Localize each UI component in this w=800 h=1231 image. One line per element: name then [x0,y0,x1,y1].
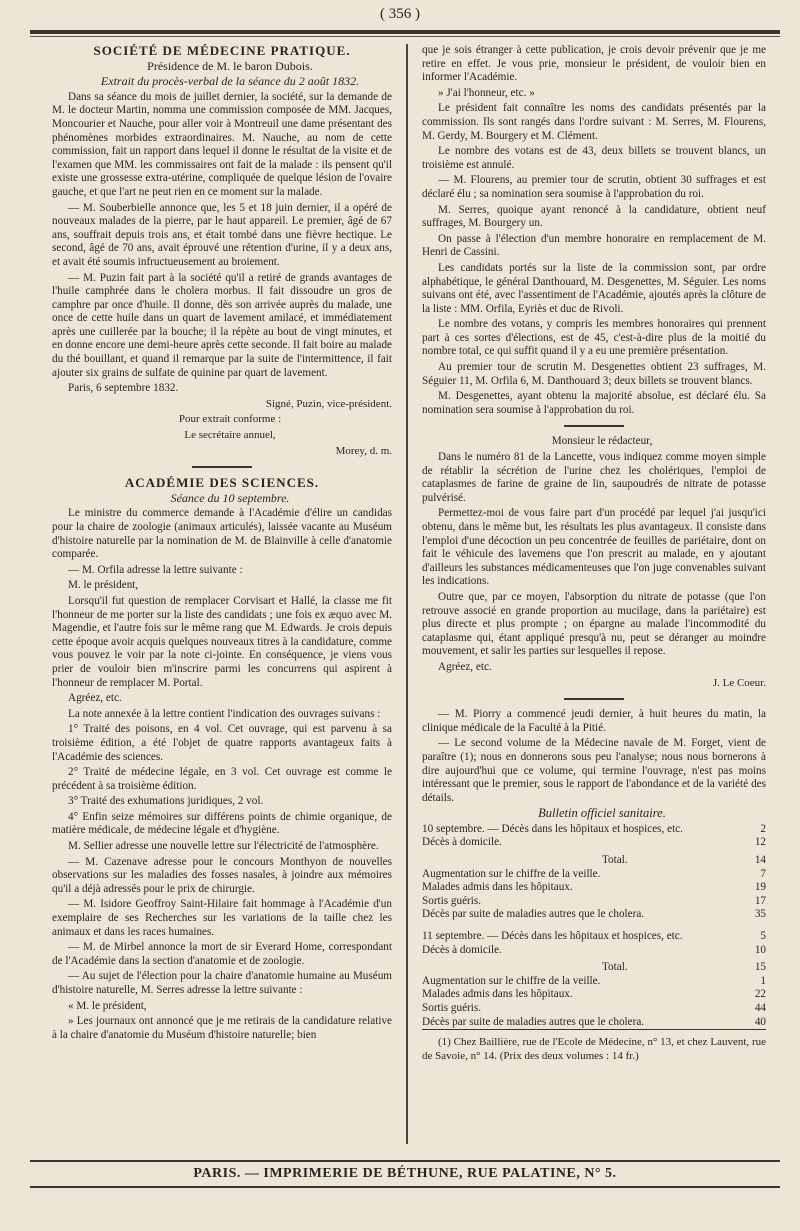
paragraph: — M. Orfila adresse la lettre suivante : [68,563,243,576]
row-value: 1 [760,974,766,987]
paragraph: Lorsqu'il fut question de remplacer Corvisart et Hallé, la classe me fit l'honneur de me porter sur la liste des candidats ; une fois ex æquo avec M. Magendie, et l'autre fois sur le même rang que M. Edwards. Je crois depuis cette époque avoir acquis quelques nouveaux titres à la candidature, comme vous pouvez le voir par la note ci-jointe. En conséquence, je viens vous prier de vouloir bien m'inscrire parmi les concurrens qui aspirent à l'honneur de remplacer M. Portal. [52,594,392,689]
seance-line: Séance du 10 septembre. [170,490,290,505]
bulletin-table-1 [422,823,766,922]
row-label: Malades admis dans les hôpitaux. [422,881,573,894]
paragraph: Agréez, etc. [438,660,492,673]
row-label: 10 septembre. — Décès dans les hôpitaux et hospices, etc. [422,822,683,835]
letter-signature: J. Le Coeur. [712,676,766,689]
table-row [422,975,766,989]
paragraph: 1° Traité des poisons, en 4 vol. Cet ouvrage, qui est parvenu à sa troisième édition, a été l'objet de quatre rapports avantageux faits à l'Académie des sciences. [52,723,392,763]
paragraph: M. le président, [68,579,139,592]
paragraph: Les candidats portés sur la liste de la commission sont, par ordre alphabétique, le général Danthouard, M. Desgenettes, M. Séguier. Les noms suivans ont été, avec l'assentiment de l'Académie, ajoutés après la clôture de la liste : MM. Orfila, Eyriès et duc de Rivoli. [422,261,766,315]
table-row [422,895,766,909]
table-row [422,850,766,868]
paragraph: — M. Cazenave adresse pour le concours Monthyon de nouvelles observations sur les maladies des fosses nasales, à joindre aux mémoires qu'il a déjà adressés pour le prix de chirurgie. [52,855,392,895]
paragraph: Dans le numéro 81 de la Lancette, vous indiquez comme moyen simple de rétablir la sécrétion de l'urine chez les cholériques, l'emploi de cataplasmes de farine de graine de lin, saupoudrés de nitrate de potasse pulvérisé. [422,451,766,504]
paragraph: Outre que, par ce moyen, l'absorption du nitrate de potasse (que l'on retrouve associé en grande proportion au mucilage, dans la pariétaire) est plus directe et plus prompte ; on épargne au malade l'incommodité du cataplasme qui, étant appliqué presqu'à nu, peut se déranger au moindre mouvement, et salir les parties sur lesquelles il repose. [422,590,766,658]
table-row [422,823,766,837]
row-value: 19 [754,881,766,894]
signed-line: Signé, Puzin, vice-président. [265,397,392,410]
paragraph: 2° Traité de médecine légale, en 3 vol. Cet ouvrage est comme le précédent à sa troisième édition. [52,766,392,792]
bulletin-title: Bulletin officiel sanitaire. [538,806,666,821]
paragraph: » J'ai l'honneur, etc. » [438,86,535,99]
row-label: Total. [602,961,628,974]
paragraph: — M. Puzin fait part à la société qu'il a retiré de grands avantages de l'huile camphrée dans le cholera morbus. Il fait dissoudre un gros de camphre par once d'huile. Il donne, dès son arrivée auprès du malade, une once de cette huile dans un quart de lavement amilacé, et immédiatement après une cuillerée par la bouche; il la répète au bout de vingt minutes, et en donne encore une demi-heure après cette seconde. Il fait boire au malade du thé bouillant, et quand il remarque par la suite de l'intermittence, il fait ajouter six grains de sulfate de quinine par quart de lavement. [52,271,392,379]
section-separator [564,698,624,700]
letter-salutation: Monsieur le rédacteur, [551,435,653,448]
paragraph: « M. le président, [68,999,147,1012]
paragraph: — M. Isidore Geoffroy Saint-Hilaire fait hommage à l'Académie d'un exemplaire de ses Recherches sur les variations de la taille chez les animaux et dans les races humaines. [52,898,392,938]
row-label: Décès par suite de maladies autres que le cholera. [422,908,645,921]
bulletin-table-2 [422,930,766,1029]
paragraph: 3° Traité des exhumations juridiques, 2 vol. [68,795,264,808]
footer-rule-top [30,1160,780,1162]
paragraph: Permettez-moi de vous faire part d'un procédé par lequel j'ai jusqu'ici obtenu, dans le même but, les résultats les plus avantageux. Il consiste dans l'emploi d'une décoction un peu concentrée de feuilles de pariétaire, dont on fait le véhicule des lavemens que l'on prescrit au malade, en y ajoutant d'ailleurs les substances médicamenteuses que l'on juge convenables suivant les indications. [422,507,766,588]
row-label: Décès par suite de maladies autres que le cholera. [422,1015,645,1028]
row-label: Total. [602,854,628,867]
extrait-line: Extrait du procès-verbal de la séance du 2 août 1832. [100,74,360,89]
paragraph: 4° Enfin seize mémoires sur différens points de chimie organique, de matière médicale, de médecine légale et d'hygiène. [52,810,392,837]
row-value: 22 [754,988,766,1001]
paragraph: que je sois étranger à cette publication, je crois devoir prévenir que je me retire en effet. Je vous prie, monsieur le président, de vouloir bien en informer l'Académie. [422,44,766,84]
row-value: 10 [754,943,766,956]
table-row [422,930,766,944]
table-row [422,868,766,882]
top-rule-thin [30,36,780,37]
row-label: 11 septembre. — Décès dans les hôpitaux et hospices, etc. [422,930,683,943]
paragraph: — M. de Mirbel annonce la mort de sir Everard Home, correspondant de l'Académie dans la section d'anatomie et de zoologie. [52,941,392,967]
paragraph: — M. Flourens, au premier tour de scrutin, obtient 30 suffrages et est déclaré élu ; sa nomination sera soumise à l'approbation du roi. [422,174,766,200]
column-divider [406,44,408,1144]
row-value: 44 [754,1002,766,1014]
row-label: Décès à domicile. [422,836,502,849]
date-line: Paris, 6 septembre 1832. [68,382,179,395]
paragraph: Au premier tour de scrutin M. Desgenettes obtient 23 suffrages, M. Séguier 11, M. Orfila 6, M. Danthouard 3; deux billets se trouvent blancs. [422,361,766,387]
secretaire-line: Le secrétaire annuel, [184,429,276,442]
presidence-line: Présidence de M. le baron Dubois. [147,58,313,73]
pour-extrait-line: Pour extrait conforme : [178,413,282,426]
table-row [422,944,766,958]
paragraph: » Les journaux ont annoncé que je me retirais de la candidature relative à la chaire d'anatomie du Muséum d'histoire naturelle; bien [52,1015,392,1041]
paragraph: Agréez, etc. [68,692,122,705]
paragraph: Dans sa séance du mois de juillet dernier, la société, sur la demande de M. le docteur Martin, nomma une commission composée de MM. Jacques, Moncourier et Nauche, pour aller voir à Montreuil une dame présentant des phénomènes morbides extraordinaires. M. Nauche, au nom de cette commission, fait un rapport dans lequel il donne le résultat de la visite et de l'examen que MM. les commissaires ont fait de la malade : ils pensent qu'il existe une grossesse extra-utérine, compliquée de quelque lésion de l'ovaire gauche, et que l'art ne peut rien en ce moment sur la malade. [52,90,392,198]
row-label: Augmentation sur le chiffre de la veille. [422,867,601,880]
row-label: Sortis guéris. [422,1002,482,1014]
table-row [422,881,766,895]
row-value: 2 [760,822,766,835]
page-number: ( 356 ) [380,6,420,22]
paragraph: Le nombre des votans, y compris les membres honoraires qui prennent part à ces sortes d'élections, est de 45, c'est-à-dire plus de la moitié du nombre total, ce qui suffit quand il y a eu une première présentation. [422,318,766,358]
row-value: 40 [754,1015,766,1028]
table-row [422,957,766,975]
top-rule [30,30,780,34]
row-value: 14 [754,854,766,867]
table-row [422,836,766,850]
paragraph: Le ministre du commerce demande à l'Académie d'élire un candidas pour la chaire de zoologie (animaux articulés), laissée vacante au Muséum d'histoire naturelle par la nomination de M. de Blainville à celle d'anatomie comparée. [52,507,392,561]
row-label: Décès à domicile. [422,943,502,956]
section-title-societe: SOCIÉTÉ DE MÉDECINE PRATIQUE. [93,43,351,58]
paragraph: M. Sellier adresse une nouvelle lettre sur l'électricité de l'atmosphère. [68,840,379,853]
row-value: 35 [754,908,766,921]
footer-rule-bottom [30,1186,780,1188]
row-value: 7 [760,867,766,880]
row-value: 5 [760,930,766,943]
paragraph: — M. Piorry a commencé jeudi dernier, à huit heures du matin, la clinique médicale de la Faculté à la Pitié. [422,708,766,734]
paragraph: Le président fait connaître les noms des candidats présentés par la commission. Ils sont rangés dans l'ordre suivant : M. Serres, M. Flourens, M. Gerdy, M. Bourgery et M. Clément. [422,102,766,142]
paragraph: M. Serres, quoique ayant renoncé à la candidature, obtient neuf suffrages, M. Bourgery un. [422,203,766,230]
imprint-footer: PARIS. — IMPRIMERIE DE BÉTHUNE, RUE PALATINE, N° 5. [193,1166,617,1181]
paragraph: — Au sujet de l'élection pour la chaire d'anatomie humaine au Muséum d'histoire naturelle, M. Serres adresse la lettre suivante : [52,970,392,996]
row-value: 17 [754,894,766,907]
paragraph: — Le second volume de la Médecine navale de M. Forget, vient de paraître (1); nous en donnerons sous peu l'analyse; nous nous bornerons à dire aujourd'hui que ce volume, qui termine l'ouvrage, n'est pas moins intéressant que le premier, sous le rapport de l'abondance et de la variété des détails. [422,737,766,804]
footnote: (1) Chez Baillière, rue de l'Ecole de Médecine, n° 13, et chez Lauvent, rue de Savoie, n° 14. (Prix des deux volumes : 14 fr.) [422,1029,766,1063]
paragraph: La note annexée à la lettre contient l'indication des ouvrages suivans : [68,707,381,720]
right-column [422,44,766,1065]
paragraph: — M. Souberbielle annonce que, les 5 et 18 juin dernier, il a opéré de nouveaux malades de la pierre, par le haut appareil. Le premier, âgé de 67 ans, souffrait depuis trois ans, et était tombé dans une fièvre hectique. Le second, âgé de 70 ans, avait éprouvé une rétention d'urine, il y a deux ans, et avait été soumis infructueusement au broiement. [52,201,392,268]
table-row [422,1002,766,1016]
section-separator [564,425,624,427]
paragraph: Le nombre des votans est de 43, deux billets se trouvent blancs, un troisième est annulé. [422,145,766,171]
row-label: Augmentation sur le chiffre de la veille. [422,974,601,987]
left-column [52,44,392,1044]
paragraph: M. Desgenettes, ayant obtenu la majorité absolue, est déclaré élu. Sa nomination sera soumise à l'approbation du roi. [422,390,766,416]
row-value: 15 [754,961,766,974]
section-separator [192,466,252,468]
table-row [422,988,766,1002]
row-value: 12 [754,836,766,849]
table-row [422,1016,766,1030]
table-row [422,908,766,922]
row-label: Sortis guéris. [422,894,482,907]
section-title-academie: ACADÉMIE DES SCIENCES. [124,475,320,491]
secretaire-name: Morey, d. m. [335,444,392,457]
paragraph: On passe à l'élection d'un membre honoraire en remplacement de M. Henri de Cassini. [422,232,766,259]
row-label: Malades admis dans les hôpitaux. [422,988,573,1001]
